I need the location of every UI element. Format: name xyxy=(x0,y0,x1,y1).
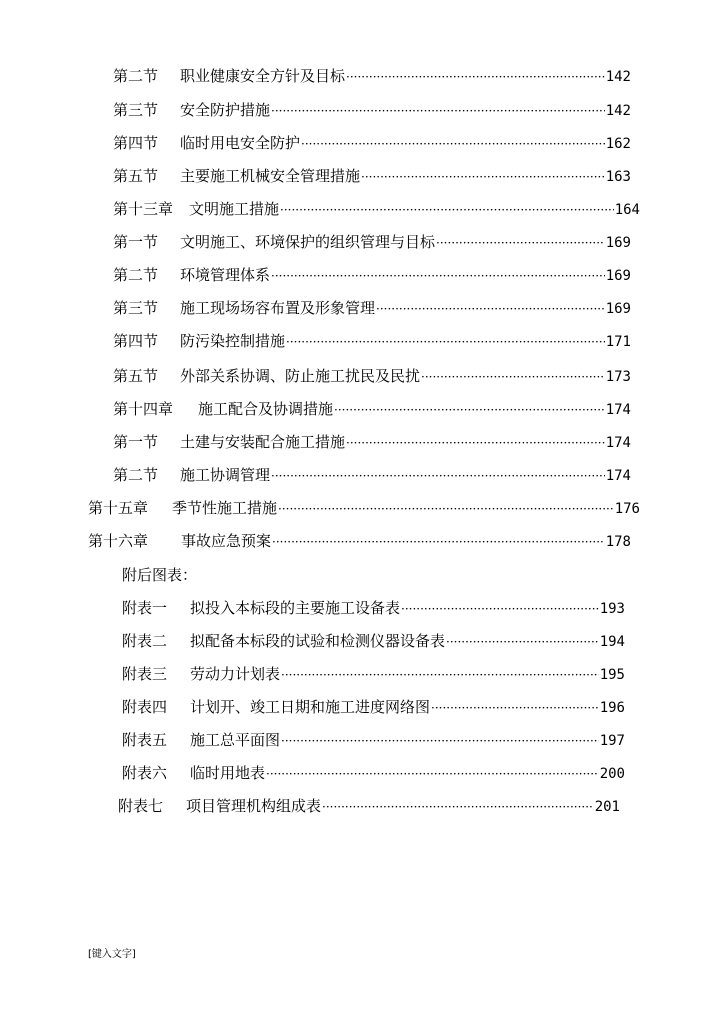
dot-leader xyxy=(361,167,605,187)
appendix-entry-label: 附表六 xyxy=(122,764,168,782)
dot-leader xyxy=(301,134,605,154)
toc-entry-title: 文明施工、环境保护的组织管理与目标 xyxy=(180,233,436,251)
toc-entry-title: 职业健康安全方针及目标 xyxy=(180,67,346,85)
toc-chapter-page: 176 xyxy=(614,501,640,517)
appendix-entry-label: 附表七 xyxy=(118,797,164,815)
dot-leader xyxy=(376,299,605,319)
toc-entry-label: 第三节 xyxy=(113,101,159,119)
dot-leader xyxy=(322,797,594,817)
toc-entry[interactable] xyxy=(113,331,631,352)
toc-entry-title: 土建与安装配合施工措施 xyxy=(180,433,346,451)
toc-chapter[interactable] xyxy=(113,199,640,220)
toc-entry-label: 第一节 xyxy=(113,433,159,451)
appendix-entry-title: 临时用地表 xyxy=(190,764,266,782)
toc-entry-page: 162 xyxy=(605,136,631,152)
toc-entry-label: 第五节 xyxy=(113,367,159,385)
appendix-entry[interactable] xyxy=(122,730,625,751)
toc-entry[interactable] xyxy=(113,432,631,453)
appendix-entry-title: 劳动力计划表 xyxy=(190,665,281,683)
toc-entry-title: 安全防护措施 xyxy=(180,101,271,119)
appendix-entry[interactable] xyxy=(122,697,625,718)
toc-entry-title: 防污染控制措施 xyxy=(180,332,286,350)
toc-entry-page: 169 xyxy=(605,268,631,284)
toc-chapter-page: 178 xyxy=(605,534,631,550)
toc-chapter-label: 第十三章 xyxy=(113,200,174,218)
toc-chapter-label: 第十六章 xyxy=(88,532,149,550)
toc-entry-page: 171 xyxy=(605,334,631,350)
dot-leader xyxy=(266,764,599,784)
appendix-entry-title: 拟投入本标段的主要施工设备表 xyxy=(190,599,401,617)
appendix-entry-page: 200 xyxy=(599,766,625,782)
toc-entry-title: 外部关系协调、防止施工扰民及民扰 xyxy=(180,367,421,385)
toc-entry[interactable] xyxy=(113,232,631,253)
appendix-entry-label: 附表二 xyxy=(122,632,168,650)
dot-leader xyxy=(272,532,605,552)
toc-entry-label: 第四节 xyxy=(113,332,159,350)
toc-entry-label: 第三节 xyxy=(113,299,159,317)
dot-leader xyxy=(271,266,605,286)
appendix-entry-page: 197 xyxy=(599,733,625,749)
toc-entry-label: 第四节 xyxy=(113,134,159,152)
toc-chapter-title: 文明施工措施 xyxy=(189,200,280,218)
dot-leader xyxy=(346,433,605,453)
toc-entry-label: 第二节 xyxy=(113,67,159,85)
dot-leader xyxy=(346,67,605,87)
appendix-entry[interactable] xyxy=(122,598,625,619)
toc-chapter-title: 施工配合及协调措施 xyxy=(198,400,334,418)
toc-chapter-page: 174 xyxy=(605,402,631,418)
dot-leader xyxy=(271,466,605,486)
dot-leader xyxy=(431,698,599,718)
dot-leader xyxy=(446,632,599,652)
toc-entry-title: 主要施工机械安全管理措施 xyxy=(180,167,361,185)
toc-chapter-page: 164 xyxy=(614,202,640,218)
dot-leader xyxy=(278,499,614,519)
appendix-entry-page: 201 xyxy=(594,799,620,815)
dot-leader xyxy=(401,599,599,619)
toc-chapter-title: 事故应急预案 xyxy=(181,532,272,550)
appendix-entry-page: 195 xyxy=(599,667,625,683)
appendix-entry[interactable] xyxy=(122,631,625,652)
toc-entry-page: 173 xyxy=(605,369,631,385)
dot-leader xyxy=(281,665,599,685)
toc-entry-page: 174 xyxy=(605,468,631,484)
toc-entry-title: 施工现场场容布置及形象管理 xyxy=(180,299,376,317)
toc-chapter-title: 季节性施工措施 xyxy=(172,499,278,517)
toc-entry-page: 163 xyxy=(605,169,631,185)
toc-entry[interactable] xyxy=(113,265,631,286)
appendix-entry-title: 计划开、竣工日期和施工进度网络图 xyxy=(190,698,431,716)
toc-entry-label: 第一节 xyxy=(113,233,159,251)
toc-entry[interactable] xyxy=(113,133,631,154)
toc-entry[interactable] xyxy=(113,366,631,387)
toc-entry-page: 169 xyxy=(605,235,631,251)
dot-leader xyxy=(280,200,614,220)
appendix-entry-label: 附表四 xyxy=(122,698,168,716)
appendix-entry-label: 附表五 xyxy=(122,731,168,749)
toc-entry[interactable] xyxy=(113,100,631,121)
footer-placeholder[interactable]: [键入文字] xyxy=(88,949,136,960)
toc-entry-label: 第二节 xyxy=(113,266,159,284)
toc-entry-title: 施工协调管理 xyxy=(180,466,271,484)
toc-entry-label: 第五节 xyxy=(113,167,159,185)
toc-entry[interactable] xyxy=(113,66,631,87)
appendix-entry[interactable] xyxy=(122,664,625,685)
dot-leader xyxy=(436,233,605,253)
appendix-heading: 附后图表： xyxy=(122,566,198,584)
toc-entry-title: 环境管理体系 xyxy=(180,266,271,284)
appendix-entry-page: 194 xyxy=(599,634,625,650)
dot-leader xyxy=(281,731,599,751)
dot-leader xyxy=(271,101,605,121)
appendix-entry[interactable] xyxy=(118,796,620,817)
toc-chapter-label: 第十四章 xyxy=(113,400,174,418)
dot-leader xyxy=(286,332,605,352)
toc-chapter-label: 第十五章 xyxy=(88,499,149,517)
appendix-entry-label: 附表三 xyxy=(122,665,168,683)
appendix-entry-page: 196 xyxy=(599,700,625,716)
appendix-entry-label: 附表一 xyxy=(122,599,168,617)
appendix-entry-title: 项目管理机构组成表 xyxy=(186,797,322,815)
toc-entry-label: 第二节 xyxy=(113,466,159,484)
toc-entry-page: 169 xyxy=(605,301,631,317)
toc-entry[interactable] xyxy=(113,298,631,319)
appendix-entry[interactable] xyxy=(122,763,625,784)
toc-entry[interactable] xyxy=(113,166,631,187)
toc-chapter[interactable] xyxy=(113,399,631,420)
toc-entry[interactable] xyxy=(113,465,631,486)
toc-entry-page: 174 xyxy=(605,435,631,451)
toc-chapter[interactable] xyxy=(88,531,631,552)
toc-entry-page: 142 xyxy=(605,103,631,119)
toc-entry-page: 142 xyxy=(605,69,631,85)
toc-chapter[interactable] xyxy=(88,498,640,519)
appendix-entry-title: 拟配备本标段的试验和检测仪器设备表 xyxy=(190,632,446,650)
dot-leader xyxy=(421,367,605,387)
appendix-entry-title: 施工总平面图 xyxy=(190,731,281,749)
dot-leader xyxy=(334,400,605,420)
toc-entry-title: 临时用电安全防护 xyxy=(180,134,301,152)
appendix-entry-page: 193 xyxy=(599,601,625,617)
